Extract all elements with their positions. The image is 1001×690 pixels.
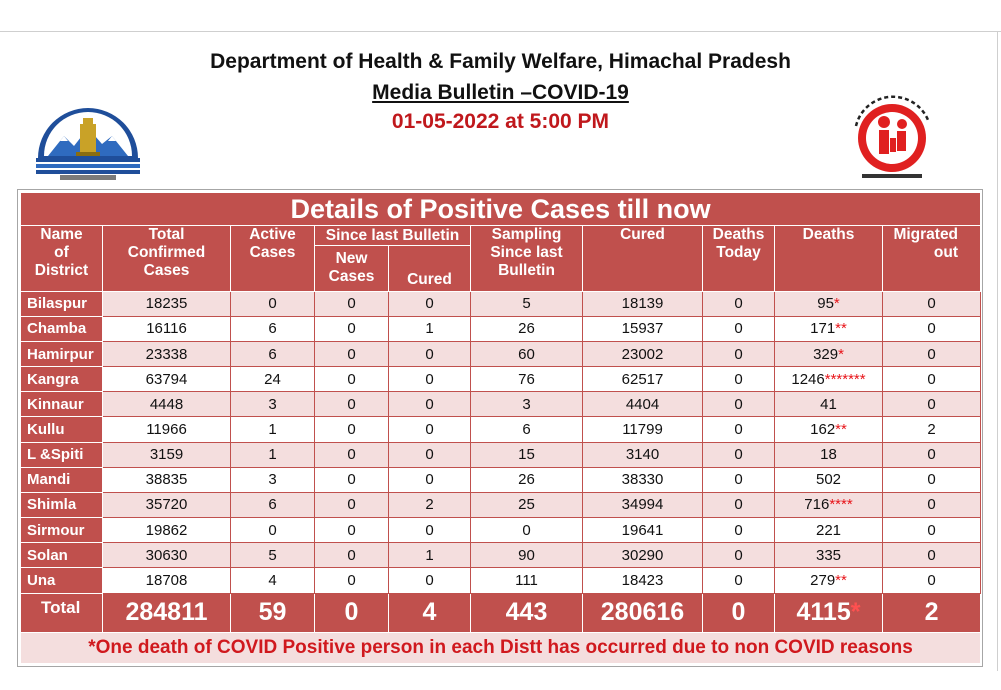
cell-deaths-today: 0 [703, 543, 775, 568]
cell-cured: 11799 [583, 417, 703, 442]
total-migrated: 2 [883, 593, 981, 632]
cell-new: 0 [315, 291, 389, 316]
national-health-mission-logo-icon [826, 80, 958, 184]
table-row [21, 568, 981, 593]
cell-deaths: 335 [775, 543, 883, 568]
cell-sampling: 26 [471, 316, 583, 341]
cell-deaths-today: 0 [703, 291, 775, 316]
total-cured-since: 4 [389, 593, 471, 632]
cell-migrated: 0 [883, 518, 981, 543]
positive-cases-table [20, 192, 981, 664]
cell-cured: 23002 [583, 341, 703, 366]
table-row [21, 316, 981, 341]
district-name: Bilaspur [21, 291, 103, 316]
total-deaths: 4115* [775, 593, 883, 632]
cell-cured-since: 0 [389, 518, 471, 543]
cell-new: 0 [315, 442, 389, 467]
header-cured-since-bulletin: Cured [389, 246, 471, 291]
bulletin-datetime: 01-05-2022 at 5:00 PM [391, 110, 610, 133]
cell-deaths-today: 0 [703, 341, 775, 366]
header-deaths-today: Deaths Today [703, 226, 775, 291]
cell-deaths-today: 0 [703, 392, 775, 417]
district-name: Kullu [21, 417, 103, 442]
cell-cured-since: 0 [389, 568, 471, 593]
cell-confirmed: 18708 [103, 568, 231, 593]
cell-deaths-today: 0 [703, 367, 775, 392]
district-name: Shimla [21, 492, 103, 517]
table-row [21, 367, 981, 392]
cell-deaths-today: 0 [703, 417, 775, 442]
cell-active: 6 [231, 341, 315, 366]
cell-deaths-today: 0 [703, 442, 775, 467]
table-row [21, 341, 981, 366]
cell-migrated: 0 [883, 392, 981, 417]
cell-new: 0 [315, 316, 389, 341]
cell-new: 0 [315, 467, 389, 492]
cell-active: 4 [231, 568, 315, 593]
cell-migrated: 2 [883, 417, 981, 442]
cell-new: 0 [315, 518, 389, 543]
cell-sampling: 26 [471, 467, 583, 492]
cell-confirmed: 38835 [103, 467, 231, 492]
cell-migrated: 0 [883, 492, 981, 517]
death-stars: **** [829, 496, 853, 514]
total-death-stars: * [850, 598, 861, 627]
cell-cured-since: 2 [389, 492, 471, 517]
cell-deaths: 162** [775, 417, 883, 442]
cell-cured: 15937 [583, 316, 703, 341]
cell-active: 24 [231, 367, 315, 392]
district-name: Kinnaur [21, 392, 103, 417]
death-stars: * [833, 295, 840, 313]
district-name: Mandi [21, 467, 103, 492]
cell-sampling: 76 [471, 367, 583, 392]
cell-new: 0 [315, 568, 389, 593]
cell-cured-since: 0 [389, 367, 471, 392]
table-row [21, 518, 981, 543]
header-migrated-out: Migrated out [883, 226, 981, 291]
header-new-cases: New Cases [315, 246, 389, 291]
cell-confirmed: 23338 [103, 341, 231, 366]
cell-sampling: 90 [471, 543, 583, 568]
table-title: Details of Positive Cases till now [21, 193, 981, 226]
district-name: Hamirpur [21, 341, 103, 366]
cell-cured-since: 0 [389, 392, 471, 417]
cell-active: 5 [231, 543, 315, 568]
table-row [21, 467, 981, 492]
cell-deaths-today: 0 [703, 467, 775, 492]
header-total-confirmed: Total Confirmed Cases [103, 226, 231, 291]
death-stars: ** [835, 571, 847, 589]
cell-cured-since: 0 [389, 417, 471, 442]
death-stars: ** [835, 320, 847, 338]
district-name: L &Spiti [21, 442, 103, 467]
cell-new: 0 [315, 392, 389, 417]
cell-deaths: 41 [775, 392, 883, 417]
cell-deaths: 329* [775, 341, 883, 366]
table-row [21, 291, 981, 316]
cell-confirmed: 18235 [103, 291, 231, 316]
header-active-cases: Active Cases [231, 226, 315, 291]
cell-deaths: 279** [775, 568, 883, 593]
total-cured: 280616 [583, 593, 703, 632]
cell-cured-since: 0 [389, 467, 471, 492]
cell-confirmed: 63794 [103, 367, 231, 392]
cell-cured-since: 0 [389, 442, 471, 467]
cell-new: 0 [315, 492, 389, 517]
cell-sampling: 15 [471, 442, 583, 467]
cell-deaths: 716**** [775, 492, 883, 517]
total-deaths-today: 0 [703, 593, 775, 632]
cell-confirmed: 19862 [103, 518, 231, 543]
death-stars: * [838, 345, 844, 363]
cell-confirmed: 3159 [103, 442, 231, 467]
cell-cured-since: 1 [389, 543, 471, 568]
cell-migrated: 0 [883, 341, 981, 366]
table-row [21, 543, 981, 568]
cell-deaths-today: 0 [703, 518, 775, 543]
cell-active: 3 [231, 392, 315, 417]
cell-confirmed: 35720 [103, 492, 231, 517]
header-cured: Cured [583, 226, 703, 291]
cell-migrated: 0 [883, 291, 981, 316]
cell-active: 0 [231, 291, 315, 316]
cell-cured: 3140 [583, 442, 703, 467]
cell-active: 1 [231, 442, 315, 467]
cell-cured: 34994 [583, 492, 703, 517]
death-stars: ******* [824, 370, 866, 388]
cell-deaths: 171** [775, 316, 883, 341]
cell-new: 0 [315, 417, 389, 442]
table-row [21, 417, 981, 442]
cell-cured: 30290 [583, 543, 703, 568]
cell-migrated: 0 [883, 467, 981, 492]
cell-migrated: 0 [883, 316, 981, 341]
cell-cured: 38330 [583, 467, 703, 492]
cell-active: 0 [231, 518, 315, 543]
cell-active: 3 [231, 467, 315, 492]
cell-migrated: 0 [883, 367, 981, 392]
cell-new: 0 [315, 367, 389, 392]
cell-deaths: 95* [775, 291, 883, 316]
cell-cured: 19641 [583, 518, 703, 543]
cell-cured: 4404 [583, 392, 703, 417]
table-row [21, 492, 981, 517]
page-top-rule [0, 31, 1001, 32]
cell-confirmed: 4448 [103, 392, 231, 417]
cell-active: 6 [231, 492, 315, 517]
cell-migrated: 0 [883, 442, 981, 467]
total-new: 0 [315, 593, 389, 632]
cell-deaths-today: 0 [703, 316, 775, 341]
cell-deaths: 221 [775, 518, 883, 543]
cell-confirmed: 30630 [103, 543, 231, 568]
footnote: *One death of COVID Positive person in each Distt has occurred due to non COVID reasons [21, 632, 981, 663]
cell-sampling: 60 [471, 341, 583, 366]
district-name: Solan [21, 543, 103, 568]
district-name: Sirmour [21, 518, 103, 543]
total-confirmed: 284811 [103, 593, 231, 632]
header-deaths: Deaths [775, 226, 883, 291]
cell-migrated: 0 [883, 568, 981, 593]
district-name: Una [21, 568, 103, 593]
cell-sampling: 111 [471, 568, 583, 593]
cell-deaths-today: 0 [703, 492, 775, 517]
cell-confirmed: 11966 [103, 417, 231, 442]
department-title: Department of Health & Family Welfare, Himachal Pradesh [210, 50, 791, 73]
total-sampling: 443 [471, 593, 583, 632]
cell-cured-since: 0 [389, 341, 471, 366]
cell-deaths: 18 [775, 442, 883, 467]
cell-deaths: 502 [775, 467, 883, 492]
cell-sampling: 0 [471, 518, 583, 543]
district-name: Kangra [21, 367, 103, 392]
table-row [21, 442, 981, 467]
cell-new: 0 [315, 341, 389, 366]
cell-cured-since: 0 [389, 291, 471, 316]
cell-cured: 18423 [583, 568, 703, 593]
header-name-of-district: Name of District [21, 226, 103, 291]
table-row [21, 392, 981, 417]
cell-deaths-today: 0 [703, 568, 775, 593]
cell-sampling: 3 [471, 392, 583, 417]
bulletin-title-text: Media Bulletin –COVID-19 [372, 81, 629, 104]
header-since-last-bulletin: Since last Bulletin [315, 226, 471, 246]
header-sampling: Sampling Since last Bulletin [471, 226, 583, 291]
cell-sampling: 25 [471, 492, 583, 517]
death-stars: ** [835, 420, 847, 438]
himachal-emblem-icon [30, 96, 146, 182]
cell-cured: 62517 [583, 367, 703, 392]
cell-confirmed: 16116 [103, 316, 231, 341]
cell-migrated: 0 [883, 543, 981, 568]
cell-sampling: 5 [471, 291, 583, 316]
cell-new: 0 [315, 543, 389, 568]
total-active: 59 [231, 593, 315, 632]
district-name: Chamba [21, 316, 103, 341]
cell-active: 6 [231, 316, 315, 341]
cell-active: 1 [231, 417, 315, 442]
total-row [21, 593, 981, 632]
cell-cured: 18139 [583, 291, 703, 316]
total-label: Total [21, 593, 103, 632]
cell-cured-since: 1 [389, 316, 471, 341]
cell-deaths: 1246******* [775, 367, 883, 392]
cell-sampling: 6 [471, 417, 583, 442]
